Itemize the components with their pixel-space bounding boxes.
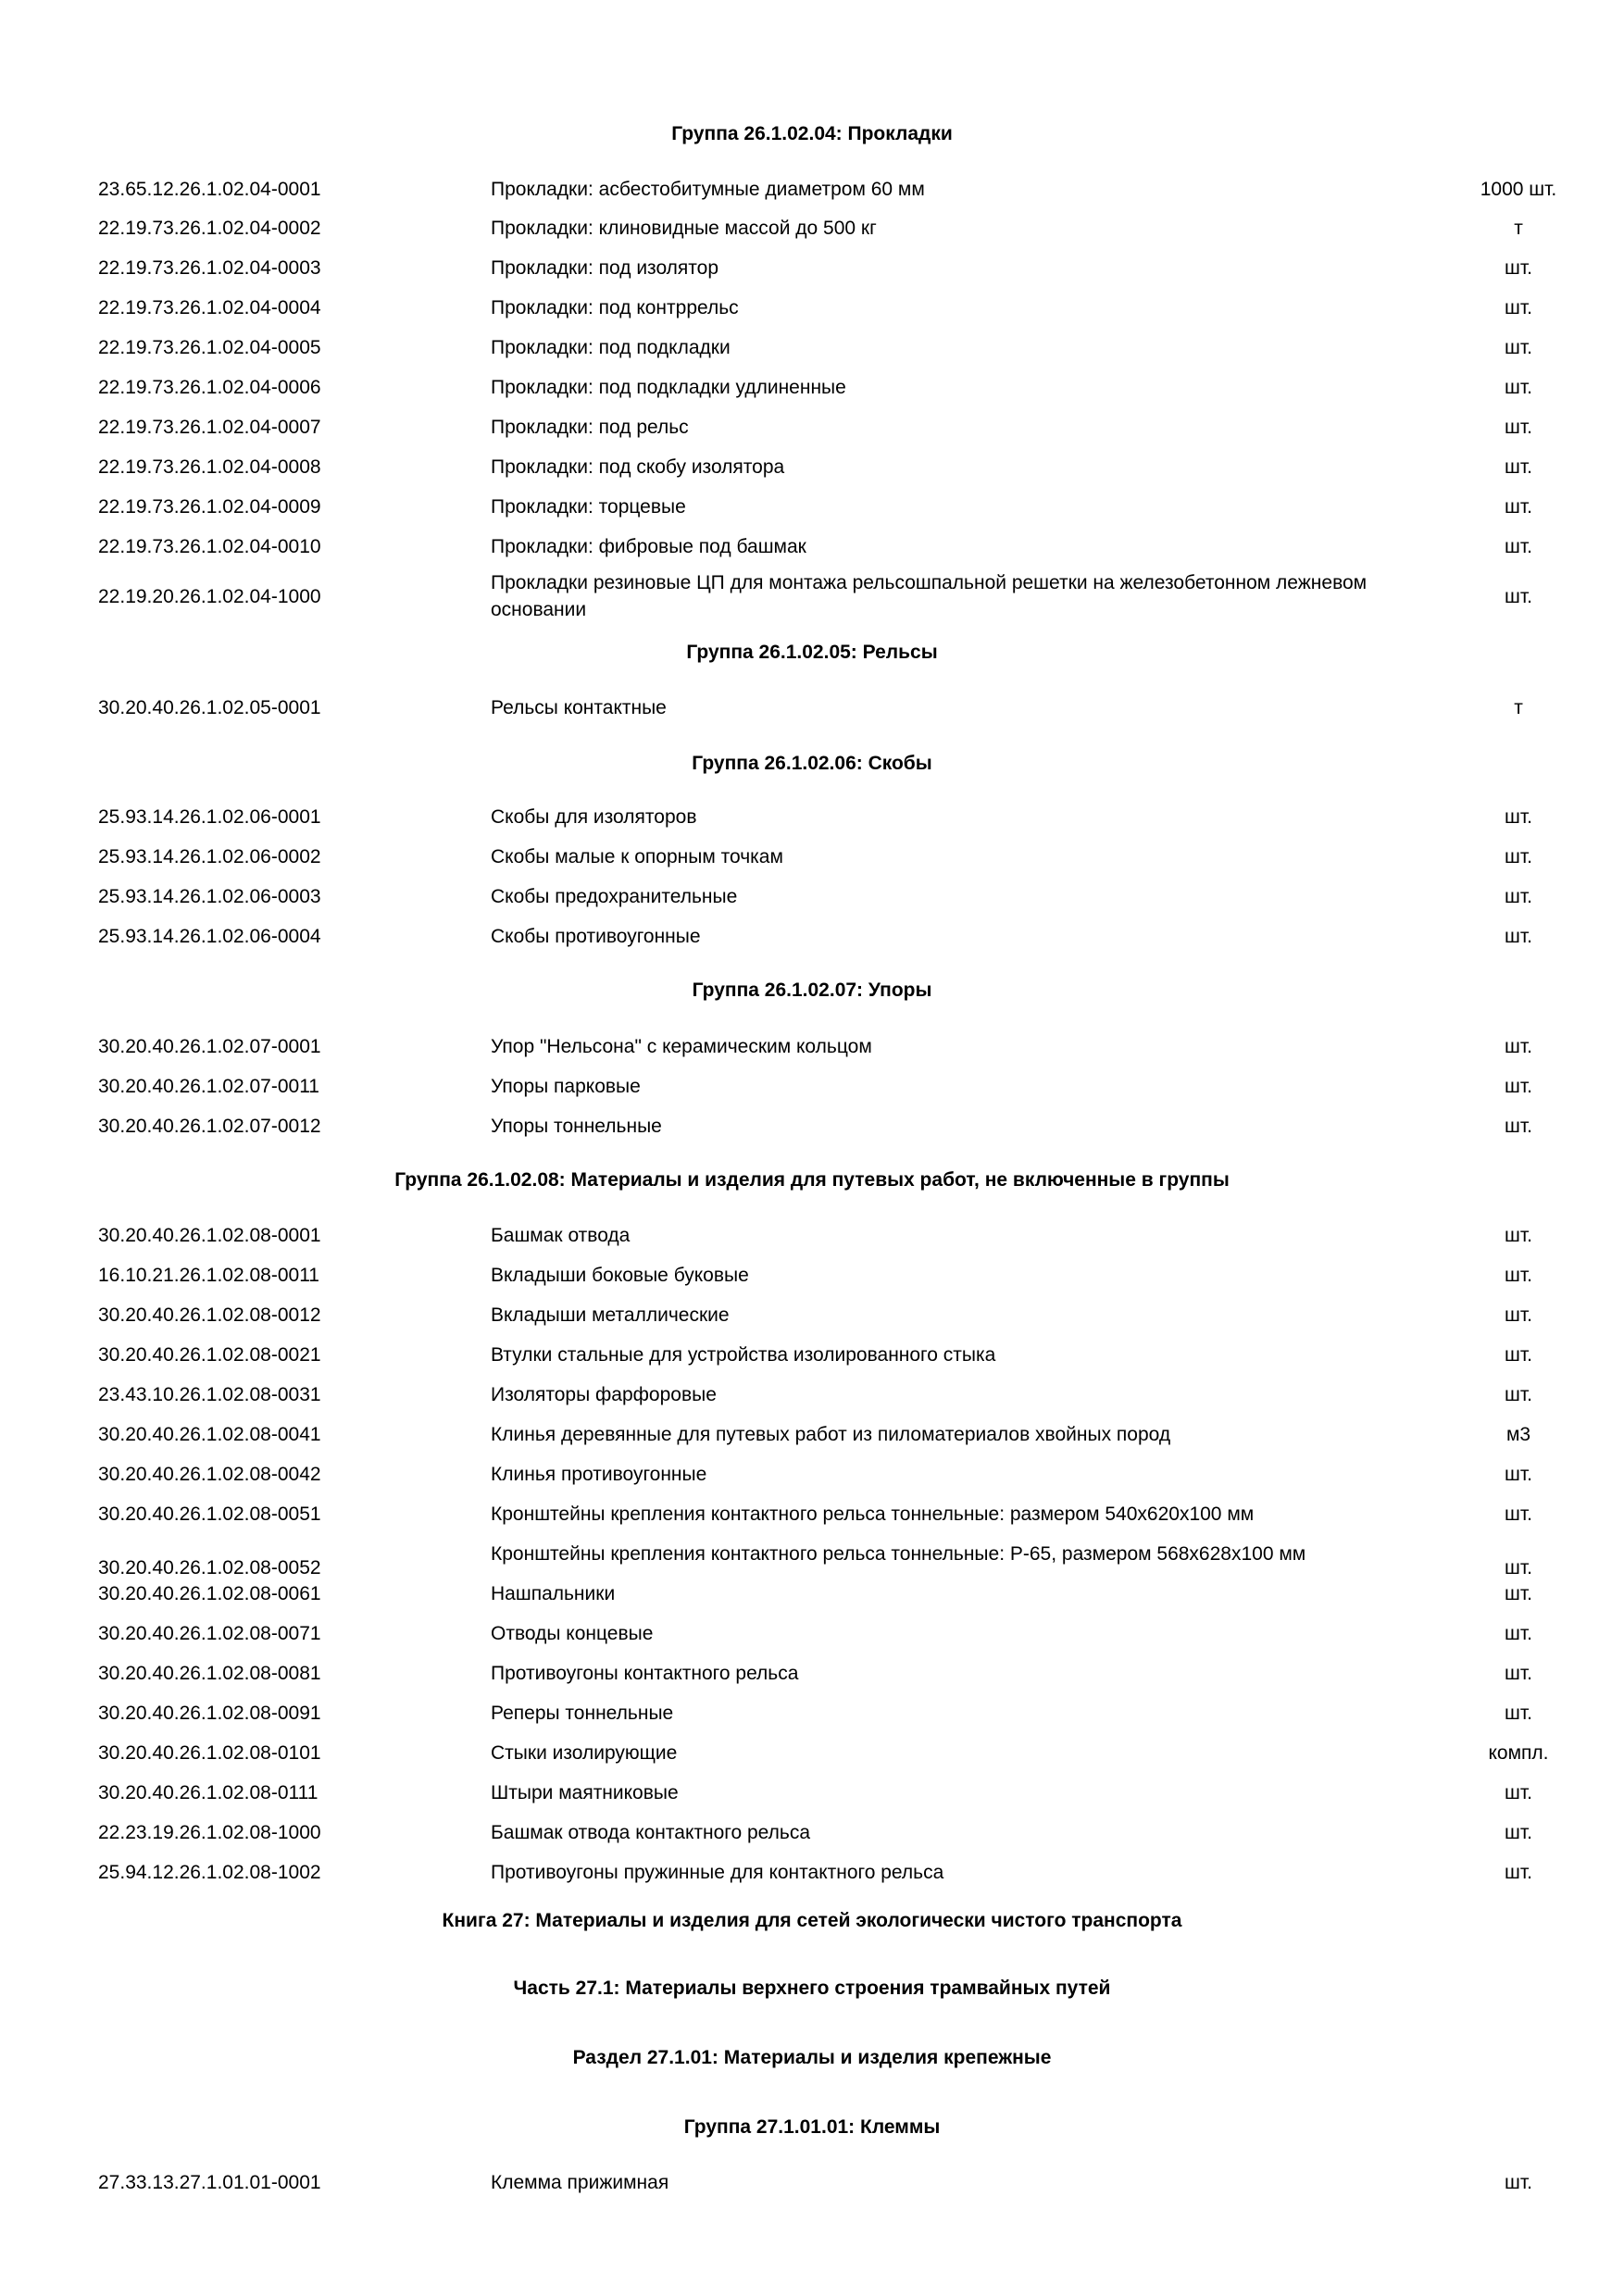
item-unit: шт. — [1505, 1583, 1532, 1604]
item-code: 30.20.40.26.1.02.08-0071 — [98, 1623, 321, 1644]
item-code: 30.20.40.26.1.02.08-0021 — [98, 1344, 321, 1366]
item-name: Нашпальники — [491, 1583, 616, 1604]
item-name: Клинья противоугонные — [491, 1464, 707, 1485]
item-name: Изоляторы фарфоровые — [491, 1384, 717, 1405]
section-heading: Раздел 27.1.01: Материалы и изделия крепежные — [572, 2047, 1052, 2068]
item-unit: шт. — [1505, 257, 1532, 279]
item-code: 30.20.40.26.1.02.05-0001 — [98, 697, 321, 718]
item-unit: шт. — [1505, 1225, 1532, 1246]
item-code: 25.93.14.26.1.02.06-0004 — [98, 926, 321, 947]
section-heading: Группа 26.1.02.08: Материалы и изделия для путевых работ, не включенные в группы — [394, 1169, 1230, 1191]
item-unit: шт. — [1505, 337, 1532, 358]
item-code: 30.20.40.26.1.02.08-0041 — [98, 1424, 321, 1445]
item-unit: шт. — [1505, 456, 1532, 478]
item-code: 30.20.40.26.1.02.07-0012 — [98, 1116, 321, 1137]
item-name: Стыки изолирующие — [491, 1742, 678, 1764]
item-code: 30.20.40.26.1.02.08-0052 — [98, 1557, 321, 1578]
item-name: Кронштейны крепления контактного рельса тоннельные: размером 540х620х100 мм — [491, 1504, 1255, 1525]
item-unit: шт. — [1505, 1822, 1532, 1843]
item-code: 22.19.73.26.1.02.04-0002 — [98, 218, 321, 239]
item-unit: шт. — [1505, 1557, 1532, 1578]
item-code: 25.93.14.26.1.02.06-0002 — [98, 846, 321, 867]
section-heading: Группа 26.1.02.07: Упоры — [692, 980, 932, 1001]
item-unit: шт. — [1505, 806, 1532, 828]
item-unit: шт. — [1505, 1116, 1532, 1137]
item-code: 23.65.12.26.1.02.04-0001 — [98, 179, 321, 200]
item-name: Прокладки: под скобу изолятора — [491, 456, 785, 478]
item-name: Скобы малые к опорным точкам — [491, 846, 783, 867]
item-code: 22.19.73.26.1.02.04-0004 — [98, 297, 321, 318]
item-code: 30.20.40.26.1.02.08-0091 — [98, 1703, 321, 1724]
item-name: Прокладки: под подкладки удлиненные — [491, 377, 846, 398]
item-code: 30.20.40.26.1.02.08-0012 — [98, 1304, 321, 1326]
item-name: Отводы концевые — [491, 1623, 654, 1644]
item-unit: шт. — [1505, 1076, 1532, 1097]
section-heading: Группа 27.1.01.01: Клеммы — [683, 2116, 941, 2138]
item-unit: шт. — [1505, 886, 1532, 907]
item-unit: компл. — [1488, 1742, 1549, 1764]
item-name: Прокладки: под контррельс — [491, 297, 739, 318]
item-unit: шт. — [1505, 1663, 1532, 1684]
item-name: Клемма прижимная — [491, 2172, 669, 2193]
item-unit: шт. — [1505, 1782, 1532, 1803]
item-unit: шт. — [1505, 536, 1532, 557]
item-unit: шт. — [1505, 1384, 1532, 1405]
item-unit: шт. — [1505, 2172, 1532, 2193]
item-name: Прокладки: под рельс — [491, 417, 689, 438]
item-code: 22.19.73.26.1.02.04-0006 — [98, 377, 321, 398]
item-unit: шт. — [1505, 1304, 1532, 1326]
item-unit: шт. — [1505, 1623, 1532, 1644]
item-code: 25.93.14.26.1.02.06-0003 — [98, 886, 321, 907]
item-code: 25.93.14.26.1.02.06-0001 — [98, 806, 321, 828]
item-code: 22.19.73.26.1.02.04-0007 — [98, 417, 321, 438]
item-name: Упоры тоннельные — [491, 1116, 662, 1137]
item-unit: шт. — [1505, 496, 1532, 518]
item-unit: 1000 шт. — [1480, 179, 1557, 200]
item-unit: шт. — [1505, 846, 1532, 867]
section-heading: Группа 26.1.02.05: Рельсы — [686, 642, 938, 663]
item-unit: шт. — [1505, 1344, 1532, 1366]
item-name: Рельсы контактные — [491, 697, 667, 718]
item-unit: т — [1514, 697, 1523, 718]
item-name: Прокладки резиновые ЦП для монтажа рельсошпальной решетки на железобетонном лежневом основании — [491, 572, 1368, 620]
item-unit: шт. — [1505, 417, 1532, 438]
item-name: Скобы предохранительные — [491, 886, 738, 907]
item-unit: шт. — [1505, 1036, 1532, 1057]
item-name: Прокладки: фибровые под башмак — [491, 536, 806, 557]
item-code: 22.19.20.26.1.02.04-1000 — [98, 586, 321, 607]
item-unit: т — [1514, 218, 1523, 239]
item-name: Упор "Нельсона" с керамическим кольцом — [491, 1036, 872, 1057]
item-code: 22.23.19.26.1.02.08-1000 — [98, 1822, 321, 1843]
item-name: Противоугоны контактного рельса — [491, 1663, 799, 1684]
item-code: 25.94.12.26.1.02.08-1002 — [98, 1862, 321, 1883]
item-name: Башмак отвода контактного рельса — [491, 1822, 811, 1843]
item-code: 22.19.73.26.1.02.04-0003 — [98, 257, 321, 279]
section-heading: Группа 26.1.02.06: Скобы — [692, 753, 932, 774]
item-name: Вкладыши металлические — [491, 1304, 730, 1326]
item-name: Вкладыши боковые буковые — [491, 1265, 749, 1286]
item-unit: шт. — [1505, 1265, 1532, 1286]
item-name: Прокладки: клиновидные массой до 500 кг — [491, 218, 877, 239]
item-code: 30.20.40.26.1.02.08-0042 — [98, 1464, 321, 1485]
item-code: 23.43.10.26.1.02.08-0031 — [98, 1384, 321, 1405]
item-code: 30.20.40.26.1.02.07-0011 — [98, 1076, 319, 1097]
item-code: 30.20.40.26.1.02.08-0111 — [98, 1782, 319, 1803]
item-name: Реперы тоннельные — [491, 1703, 674, 1724]
item-code: 30.20.40.26.1.02.08-0101 — [98, 1742, 321, 1764]
item-code: 16.10.21.26.1.02.08-0011 — [98, 1265, 319, 1286]
item-name: Клинья деревянные для путевых работ из пиломатериалов хвойных пород — [491, 1424, 1171, 1445]
item-name: Прокладки: под изолятор — [491, 257, 719, 279]
item-code: 30.20.40.26.1.02.07-0001 — [98, 1036, 321, 1057]
item-name: Прокладки: торцевые — [491, 496, 686, 518]
item-name: Прокладки: под подкладки — [491, 337, 731, 358]
item-code: 22.19.73.26.1.02.04-0009 — [98, 496, 321, 518]
item-name: Кронштейны крепления контактного рельса тоннельные: Р-65, размером 568х628х100 мм — [491, 1543, 1306, 1565]
item-code: 30.20.40.26.1.02.08-0001 — [98, 1225, 321, 1246]
item-unit: м3 — [1505, 1424, 1531, 1445]
item-unit: шт. — [1505, 1703, 1532, 1724]
section-heading: Часть 27.1: Материалы верхнего строения трамвайных путей — [513, 1978, 1111, 1999]
item-name: Башмак отвода — [491, 1225, 631, 1246]
item-code: 22.19.73.26.1.02.04-0010 — [98, 536, 321, 557]
item-name: Скобы противоугонные — [491, 926, 701, 947]
item-unit: шт. — [1505, 1504, 1532, 1525]
section-heading: Книга 27: Материалы и изделия для сетей экологически чистого транспорта — [442, 1910, 1182, 1931]
item-unit: шт. — [1505, 586, 1532, 607]
item-code: 27.33.13.27.1.01.01-0001 — [98, 2172, 321, 2193]
item-name: Штыри маятниковые — [491, 1782, 679, 1803]
section-heading: Группа 26.1.02.04: Прокладки — [671, 123, 953, 144]
item-unit: шт. — [1505, 926, 1532, 947]
item-unit: шт. — [1505, 1862, 1532, 1883]
item-name: Противоугоны пружинные для контактного рельса — [491, 1862, 944, 1883]
item-unit: шт. — [1505, 297, 1532, 318]
item-name: Скобы для изоляторов — [491, 806, 697, 828]
item-name: Прокладки: асбестобитумные диаметром 60 мм — [491, 179, 925, 200]
item-unit: шт. — [1505, 377, 1532, 398]
item-code: 22.19.73.26.1.02.04-0005 — [98, 337, 321, 358]
item-code: 22.19.73.26.1.02.04-0008 — [98, 456, 321, 478]
item-name: Втулки стальные для устройства изолированного стыка — [491, 1344, 996, 1366]
item-code: 30.20.40.26.1.02.08-0061 — [98, 1583, 321, 1604]
item-code: 30.20.40.26.1.02.08-0051 — [98, 1504, 321, 1525]
item-code: 30.20.40.26.1.02.08-0081 — [98, 1663, 321, 1684]
item-unit: шт. — [1505, 1464, 1532, 1485]
item-name: Упоры парковые — [491, 1076, 641, 1097]
